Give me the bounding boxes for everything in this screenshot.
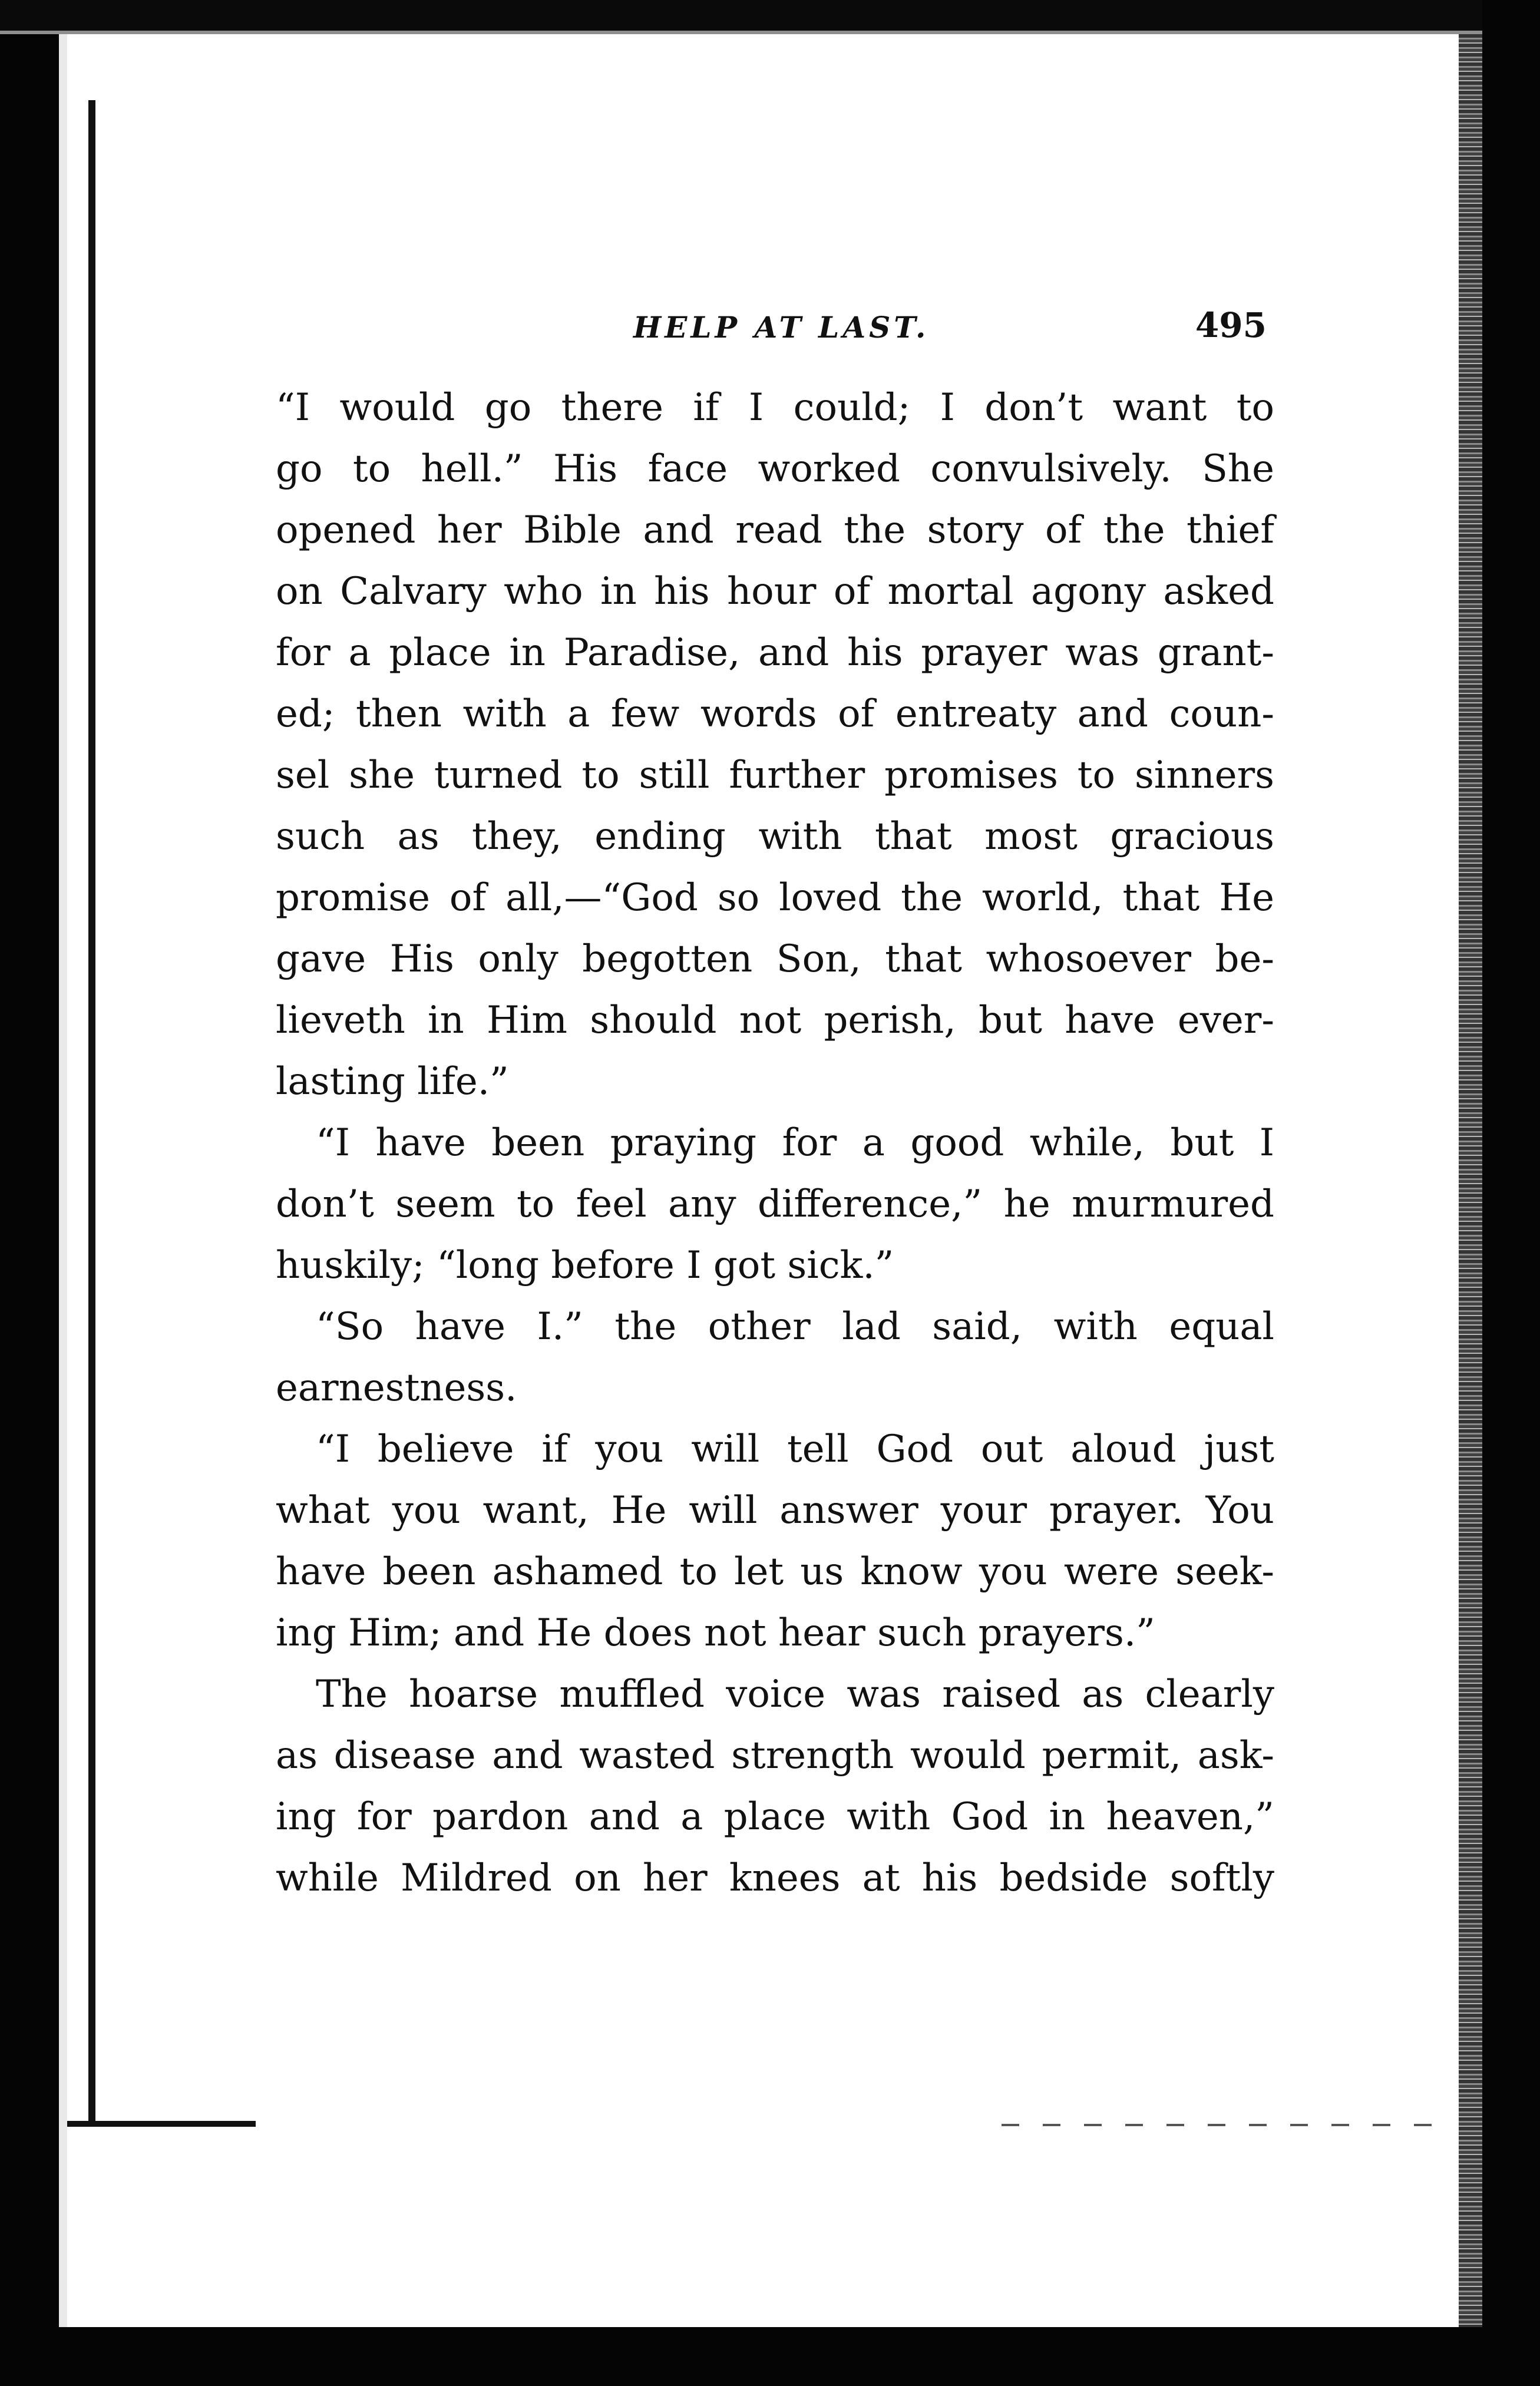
page-bottom-rule (67, 2121, 256, 2127)
text-line: such as they, ending with that most gracious (276, 815, 1274, 858)
body-text (276, 377, 1274, 1909)
scan-bottom-border (0, 2327, 1540, 2386)
scan-left-border (0, 34, 59, 2386)
page-number: 495 (1195, 305, 1267, 345)
book-spine-edge (1459, 34, 1482, 2327)
text-line: lieveth in Him should not perish, but have ever- (276, 999, 1274, 1042)
page-header (589, 305, 1267, 346)
text-line: “I would go there if I could; I don’t want to (276, 386, 1274, 429)
text-line: “So have I.” the other lad said, with equal (316, 1305, 1274, 1349)
running-head: HELP AT LAST. (633, 310, 930, 345)
text-line: huskily; “long before I got sick.” (276, 1244, 894, 1287)
text-line: ed; then with a few words of entreaty and coun- (276, 692, 1274, 736)
text-line: promise of all,—“God so loved the world, that He (276, 876, 1274, 920)
text-line: “I believe if you will tell God out aloud just (316, 1427, 1274, 1471)
text-line: gave His only begotten Son, that whosoever be- (276, 937, 1274, 981)
text-line: ing for pardon and a place with God in heaven,” (276, 1795, 1274, 1839)
text-line: “I have been praying for a good while, but I (316, 1121, 1274, 1165)
text-line: ing Him; and He does not hear such prayers.” (276, 1611, 1155, 1655)
text-line: what you want, He will answer your prayer. You (276, 1489, 1274, 1532)
text-line: on Calvary who in his hour of mortal agony asked (276, 570, 1274, 613)
text-line: while Mildred on her knees at his bedside softly (276, 1856, 1274, 1900)
scan-top-border-fade (0, 31, 1540, 34)
page-bottom-dashes (1002, 2124, 1449, 2126)
text-line: for a place in Paradise, and his prayer was grant- (276, 631, 1274, 675)
scan-right-border (1482, 0, 1540, 2386)
text-line: don’t seem to feel any difference,” he murmured (276, 1182, 1274, 1226)
text-line: as disease and wasted strength would permit, ask- (276, 1734, 1274, 1777)
text-line: have been ashamed to let us know you were seek- (276, 1550, 1274, 1594)
text-line: The hoarse muffled voice was raised as clearly (316, 1673, 1274, 1716)
scan-top-border (0, 0, 1540, 31)
text-line: lasting life.” (276, 1060, 509, 1103)
text-line: opened her Bible and read the story of the thief (276, 508, 1274, 552)
page-left-rule (88, 100, 95, 2121)
page-inner-shadow (59, 34, 67, 2386)
text-line: earnestness. (276, 1366, 517, 1410)
text-line: go to hell.” His face worked convulsively. She (276, 447, 1274, 491)
text-line: sel she turned to still further promises to sinners (276, 754, 1274, 797)
